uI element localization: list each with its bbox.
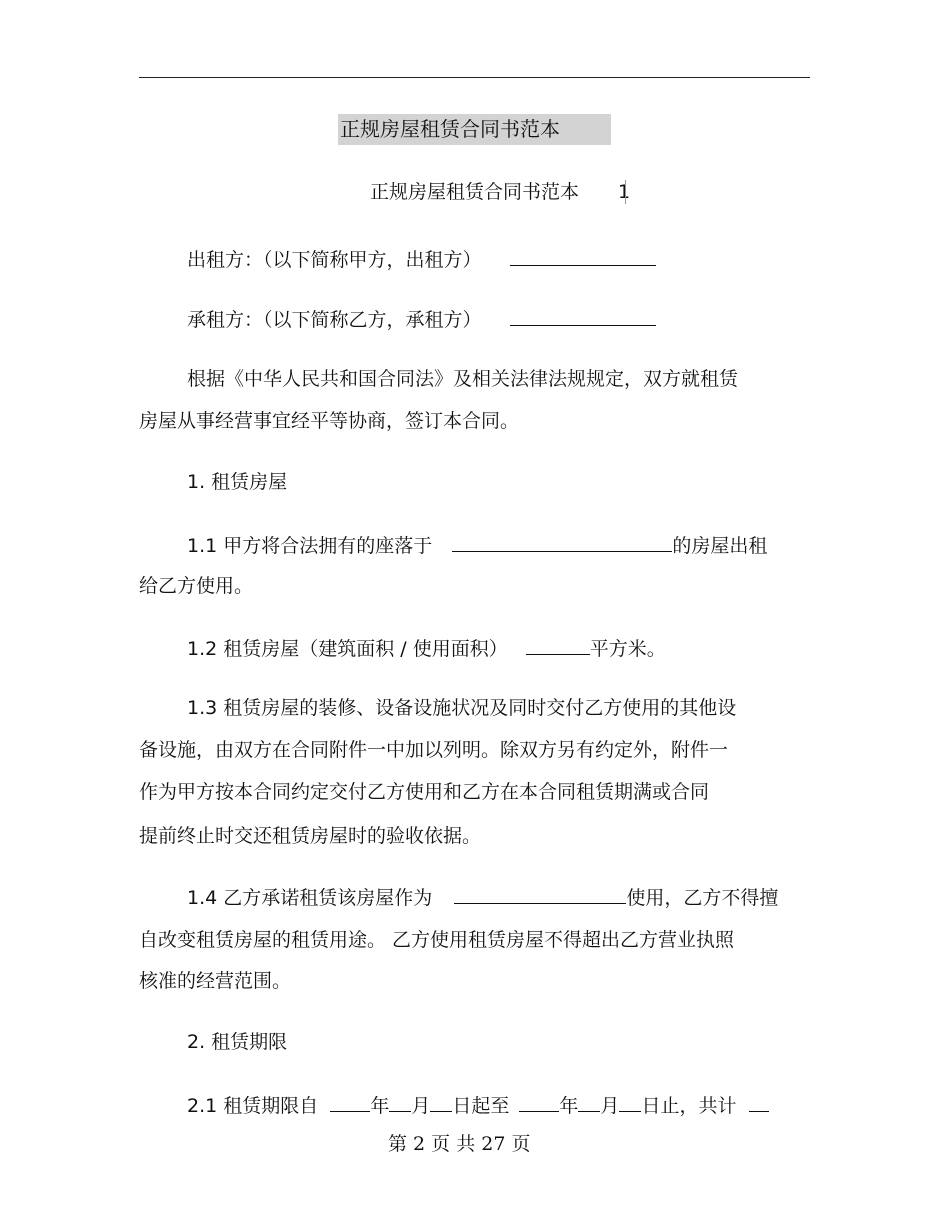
clause-1-3-line-1: 1.3 租赁房屋的装修、设备设施状况及同时交付乙方使用的其他设	[187, 697, 737, 719]
lessor-blank	[510, 246, 656, 266]
end-month-label: 月	[600, 1095, 620, 1117]
subtitle-number: 1	[618, 181, 631, 203]
header-rule	[139, 77, 810, 78]
start-year-label: 年	[370, 1095, 390, 1117]
clause-1-4-text-a: 1.4 乙方承诺租赁该房屋作为	[187, 887, 433, 909]
clause-1-4-line-2: 自改变租赁房屋的租赁用途。 乙方使用租赁房屋不得超出乙方营业执照	[139, 929, 735, 951]
clause-1-4-line-3: 核准的经营范围。	[139, 970, 292, 992]
start-month-label: 月	[411, 1095, 431, 1117]
subtitle: 正规房屋租赁合同书范本	[370, 181, 580, 203]
usage-blank	[454, 884, 626, 904]
area-blank	[526, 635, 590, 655]
clause-1-3-line-2: 备设施，由双方在合同附件一中加以列明。除双方另有约定外，附件一	[139, 739, 729, 761]
clause-1-4-line-1	[187, 884, 778, 910]
start-day-label: 日起至	[452, 1095, 510, 1117]
start-year-blank	[330, 1092, 370, 1112]
total-duration-blank	[749, 1092, 769, 1112]
clause-1-2-text-a: 1.2 租赁房屋（建筑面积 / 使用面积）	[187, 638, 508, 660]
start-day-blank	[430, 1092, 452, 1112]
page-title: 正规房屋租赁合同书范本	[338, 114, 611, 145]
section-2-heading: 2. 租赁期限	[187, 1031, 288, 1053]
clause-1-3-line-3: 作为甲方按本合同约定交付乙方使用和乙方在本合同租赁期满或合同	[139, 781, 710, 803]
intro-line-1: 根据《中华人民共和国合同法》及相关法律法规规定，双方就租赁	[187, 368, 739, 390]
end-day-blank	[619, 1092, 641, 1112]
clause-1-1-line-2: 给乙方使用。	[139, 575, 254, 597]
clause-1-1-text-b: 的房屋出租	[672, 535, 768, 557]
location-blank	[452, 532, 672, 552]
clause-1-1-line-1	[187, 532, 767, 558]
section-1-heading: 1. 租赁房屋	[187, 471, 288, 493]
page-footer: 第 2 页 共 27 页	[388, 1133, 531, 1155]
lessor-line	[187, 246, 656, 272]
clause-1-4-text-b: 使用，乙方不得擅	[626, 887, 779, 909]
lessee-blank	[510, 306, 656, 326]
text-cursor	[625, 180, 626, 204]
lessee-label: 承租方：（以下简称乙方，承租方）	[187, 309, 482, 331]
clause-1-2-text-b: 平方米。	[589, 638, 666, 660]
end-month-blank	[578, 1092, 600, 1112]
clause-1-2-line	[187, 635, 666, 661]
end-year-blank	[519, 1092, 559, 1112]
start-month-blank	[389, 1092, 411, 1112]
clause-1-1-text-a: 1.1 甲方将合法拥有的座落于	[187, 535, 433, 557]
clause-2-1-line	[187, 1092, 769, 1118]
lessor-label: 出租方：（以下简称甲方，出租方）	[187, 249, 482, 271]
end-day-label: 日止，共计	[641, 1095, 737, 1117]
intro-line-2: 房屋从事经营事宜经平等协商，签订本合同。	[139, 410, 520, 432]
end-year-label: 年	[559, 1095, 579, 1117]
lessee-line	[187, 306, 656, 332]
clause-1-3-line-4: 提前终止时交还租赁房屋时的验收依据。	[139, 825, 482, 847]
clause-2-1-text-a: 2.1 租赁期限自	[187, 1095, 319, 1117]
